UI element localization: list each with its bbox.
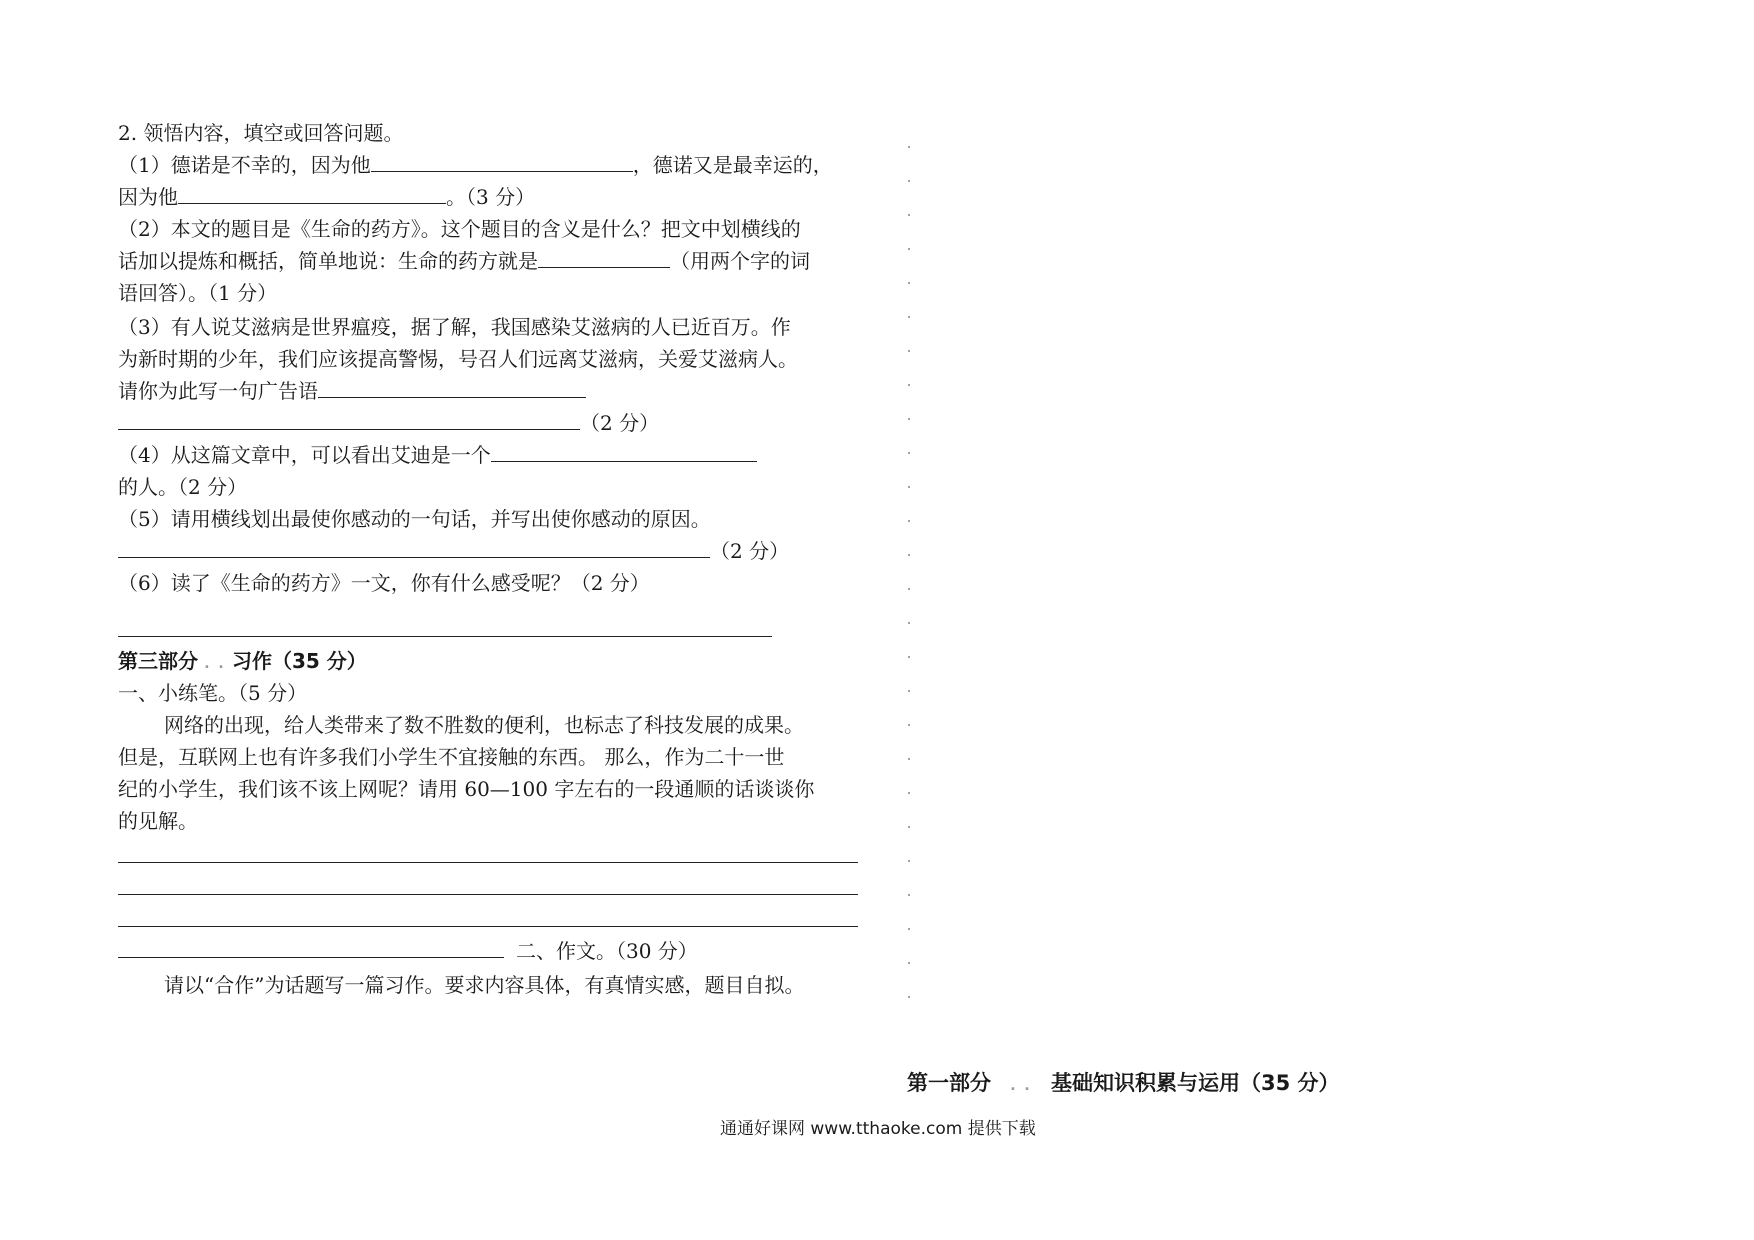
question-2-6-line-1: （6）读了《生命的药方》一文，你有什么感受呢？（2 分） <box>118 571 650 595</box>
question-2-5-line-1: （5）请用横线划出最使你感动的一句话，并写出使你感动的原因。 <box>118 507 711 531</box>
question-2-2-line-1: （2）本文的题目是《生命的药方》。这个题目的含义是什么？把文中划横线的 <box>118 217 801 241</box>
question-2-2-line-3: 语回答）。（1 分） <box>118 281 278 305</box>
question-2-2-line-2: 话加以提炼和概括，简单地说：生命的药方就是 （用两个字的词 <box>118 249 810 273</box>
answer-line[interactable] <box>118 636 772 637</box>
answer-blank[interactable] <box>318 379 586 398</box>
dotted-divider <box>907 130 911 1030</box>
question-2-3-line-4: （2 分） <box>118 408 659 438</box>
practice-text-line-4: 的见解。 <box>118 809 198 833</box>
part-1-heading: 第一部分 . . 基础知识积累与运用（35 分） <box>907 1068 1340 1101</box>
answer-blank[interactable] <box>538 249 670 268</box>
answer-blank[interactable] <box>118 411 580 430</box>
heading-dots: . . <box>1010 1078 1032 1094</box>
writing-line-1[interactable] <box>118 862 858 863</box>
question-2-1-line-1: （1）德诺是不幸的，因为他 ，德诺又是最幸运的， <box>118 153 833 177</box>
footer-credit: 通通好课网 www.tthaoke.com 提供下载 <box>720 1119 1036 1139</box>
essay-title-line <box>118 936 698 966</box>
practice-text-line-3: 纪的小学生，我们该不该上网呢？请用 60—100 字左右的一段通顺的话谈谈你 <box>118 777 815 801</box>
heading-dots: . . <box>204 656 226 672</box>
writing-line-4[interactable] <box>118 939 504 958</box>
question-2-3-line-3: 请你为此写一句广告语 <box>118 376 586 406</box>
answer-blank[interactable] <box>371 153 633 172</box>
answer-blank[interactable] <box>491 443 757 462</box>
essay-prompt: 请以“合作”为话题写一篇习作。要求内容具体，有真情实感，题目自拟。 <box>164 973 805 997</box>
writing-line-3[interactable] <box>118 926 858 927</box>
answer-blank[interactable] <box>118 539 710 558</box>
practice-text-line-1: 网络的出现，给人类带来了数不胜数的便利，也标志了科技发展的成果。 <box>164 713 804 737</box>
question-2-4-line-1: （4）从这篇文章中，可以看出艾迪是一个 <box>118 440 757 470</box>
question-2-1-line-2: 因为他 。（3 分） <box>118 185 536 209</box>
essay-title: 二、作文。（30 分） <box>516 939 698 963</box>
answer-blank[interactable] <box>178 185 446 204</box>
question-2-3-line-1: （3）有人说艾滋病是世界瘟疫，据了解，我国感染艾滋病的人已近百万。作 <box>118 315 791 339</box>
question-2-5-line-2: （2 分） <box>118 536 789 566</box>
question-2-3-line-2: 为新时期的少年，我们应该提高警惕，号召人们远离艾滋病，关爱艾滋病人。 <box>118 347 798 371</box>
practice-title: 一、小练笔。（5 分） <box>118 681 308 705</box>
part-3-heading: 第三部分 . . 习作（35 分） <box>118 646 367 679</box>
question-2-4-line-2: 的人。（2 分） <box>118 475 248 499</box>
question-2-title: 2. 领悟内容，填空或回答问题。 <box>118 121 404 145</box>
writing-line-2[interactable] <box>118 894 858 895</box>
practice-text-line-2: 但是，互联网上也有许多我们小学生不宜接触的东西。 那么，作为二十一世 <box>118 745 785 769</box>
